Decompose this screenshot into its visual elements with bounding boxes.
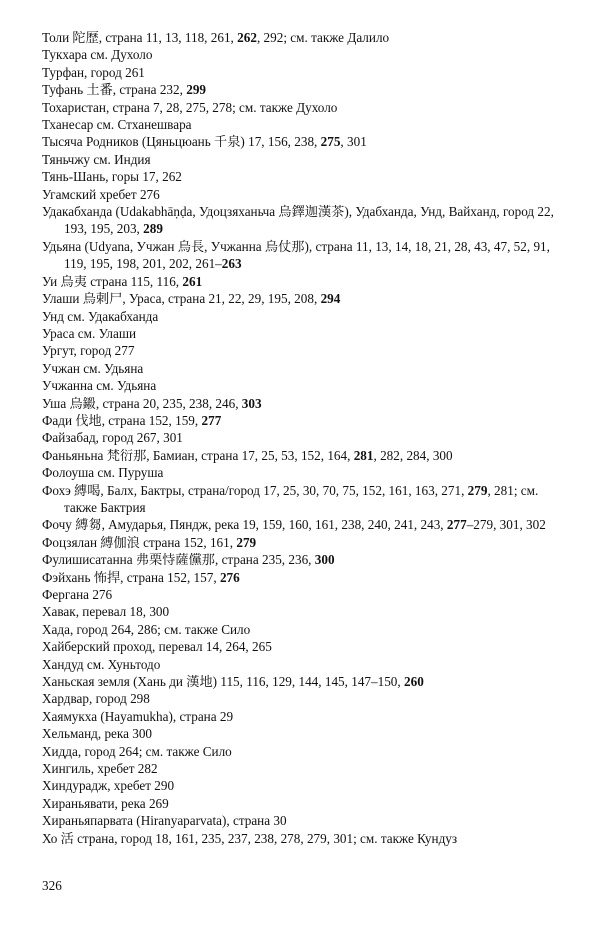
entry-text: Файзабад, город 267, 301 [42,430,183,446]
entry-text: Уи 烏夷 страна 115, 116, [42,273,183,289]
entry-key-page: 300 [314,552,335,568]
index-entry [42,342,574,359]
index-entry [42,586,574,603]
index-entry [42,447,574,464]
index-entry [42,534,574,551]
entry-text: Тханесар см. Стханешвара [42,117,192,133]
entry-key-page: 279 [467,482,488,498]
index-entry [42,743,574,760]
entry-text: Удакабханда (Udakabhāṇḍa, Удоцзяханьча 烏鐸迦漢茶), Удабханда, Унд, Вайханд, город 22, 193, 195, 203, [42,204,554,237]
index-entry [42,656,574,673]
entry-text: Толи 陀歷, страна 11, 13, 118, 261, [42,30,238,45]
entry-text: Хандуд см. Хуньтодо [42,656,161,672]
index-entry [42,690,574,707]
index-entry [42,290,574,307]
entry-text: Туфань 土番, страна 232, [42,82,187,98]
entry-text: –279, 301, 302 [466,517,546,533]
entry-text: Учжанна см. Удьяна [42,378,157,394]
entry-text: Ургут, город 277 [42,343,135,359]
entry-text: Фохэ 縛喝, Балх, Бактры, страна/город 17, 25, 30, 70, 75, 152, 161, 163, 271, [42,482,468,498]
index-entry [42,238,574,273]
entry-key-page: 277 [446,517,467,533]
index-entry [42,603,574,620]
entry-text: Фулишисатанна 弗栗恃薩儻那, страна 235, 236, [42,552,315,568]
entry-text: Турфан, город 261 [42,64,145,80]
index-entry [42,377,574,394]
index-entry [42,725,574,742]
index-entry [42,516,574,533]
index-entry [42,168,574,185]
entry-text: Хайберский проход, перевал 14, 264, 265 [42,639,272,655]
entry-text: Тохаристан, страна 7, 28, 275, 278; см. также Духоло [42,99,338,115]
entry-key-page: 276 [219,569,240,585]
entry-text: Уша 烏鎩, страна 20, 235, 238, 246, [42,395,242,411]
entry-text: Хираньявати, река 269 [42,795,169,811]
entry-text: Ханьская земля (Хань ди 漢地) 115, 116, 129, 144, 145, 147–150, [42,674,404,690]
entry-text: Тянь-Шань, горы 17, 262 [42,169,182,185]
entry-key-page: 275 [320,134,341,150]
page-number: 326 [42,878,62,893]
index-entry [42,673,574,690]
entry-text: , 281; см. также Бактрия [64,482,539,515]
index-entry [42,151,574,168]
index-entry [42,99,574,116]
index-entry [42,482,574,517]
entry-text: Хаямукха (Hayamukha), страна 29 [42,708,234,724]
entry-text: Унд см. Удакабханда [42,308,159,324]
entry-text: Учжан см. Удьяна [42,360,144,376]
entry-key-page: 303 [241,395,262,411]
entry-text: Хада, город 264, 286; см. также Сило [42,621,251,637]
entry-text: , 301 [340,134,367,150]
index-entry [42,186,574,203]
entry-text: Фэйхань 怖捍, страна 152, 157, [42,569,220,585]
entry-text: Фочу 縛芻, Амударья, Пяндж, река 19, 159, 160, 161, 238, 240, 241, 243, [42,517,447,533]
entry-text: Тяньчжу см. Индия [42,151,151,167]
entry-text: , 282, 284, 300 [373,447,453,463]
entry-text: Тукхара см. Духоло [42,47,153,63]
entry-key-page: 261 [182,273,203,289]
entry-key-page: 281 [353,447,374,463]
entry-key-page: 277 [201,412,222,428]
entry-text: Фергана 276 [42,587,113,602]
entry-text: Ураса см. Улаши [42,325,137,341]
entry-text: Хираньяпарвата (Hiranyaparvata), страна 30 [42,813,287,829]
index-entry [42,795,574,812]
entry-text: Фоцзялан 縛伽浪 страна 152, 161, [42,534,237,550]
index-entry [42,638,574,655]
entry-key-page: 279 [236,534,257,550]
index-entry [42,273,574,290]
entry-key-page: 262 [237,30,257,45]
entry-text: Хидда, город 264; см. также Сило [42,743,232,759]
index-entry [42,29,574,46]
entry-key-page: 289 [143,221,163,237]
entry-text: Хавак, перевал 18, 300 [42,604,170,620]
index-entry [42,708,574,725]
entry-text: Хиндурадж, хребет 290 [42,778,175,794]
index-entry [42,360,574,377]
entry-text: Хельманд, река 300 [42,726,153,742]
index-entry [42,760,574,777]
index-entry [42,569,574,586]
index-entry [42,812,574,829]
index-entry [42,551,574,568]
entry-key-page: 260 [404,674,424,690]
index-entry [42,325,574,342]
entry-text: Хингиль, хребет 282 [42,761,158,777]
entry-text: Улаши 烏剌尸, Ураса, страна 21, 22, 29, 195, 208, [42,291,321,307]
index-entry [42,203,574,238]
entry-key-page: 299 [186,82,206,98]
index-entry [42,412,574,429]
index-entry [42,308,574,325]
entry-text: Хардвар, город 298 [42,691,150,707]
entry-text: Угамский хребет 276 [42,186,160,202]
index-entry [42,133,574,150]
index-entry [42,429,574,446]
entry-text: Удьяна (Udyana, Учжан 烏長, Учжанна 烏仗那), страна 11, 13, 14, 18, 21, 28, 43, 47, 52, 91, 119, 195, 198, 201, 202, 261– [42,238,550,272]
entry-text: , 292; см. также Далило [256,30,390,45]
index-entry [42,81,574,98]
entry-text: Фаньяньна 梵衍那, Бамиан, страна 17, 25, 53, 152, 164, [42,447,354,463]
entry-text: Фади 伐地, страна 152, 159, [42,412,202,428]
index-entry [42,777,574,794]
entry-text: Хо 活 страна, город 18, 161, 235, 237, 238, 278, 279, 301; см. также Кундуз [42,830,458,846]
index-entry [42,116,574,133]
index-entry [42,464,574,481]
index-entry [42,64,574,81]
index-entry [42,621,574,638]
index-entry [42,46,574,63]
entry-key-page: 294 [320,291,341,307]
index-entry [42,830,574,847]
index-entry [42,395,574,412]
entry-key-page: 263 [221,256,242,272]
index-entries [42,29,574,847]
entry-text: Фолоуша см. Пуруша [42,465,164,481]
entry-text: Тысяча Родников (Цяньцюань 千泉) 17, 156, 238, [42,134,321,150]
